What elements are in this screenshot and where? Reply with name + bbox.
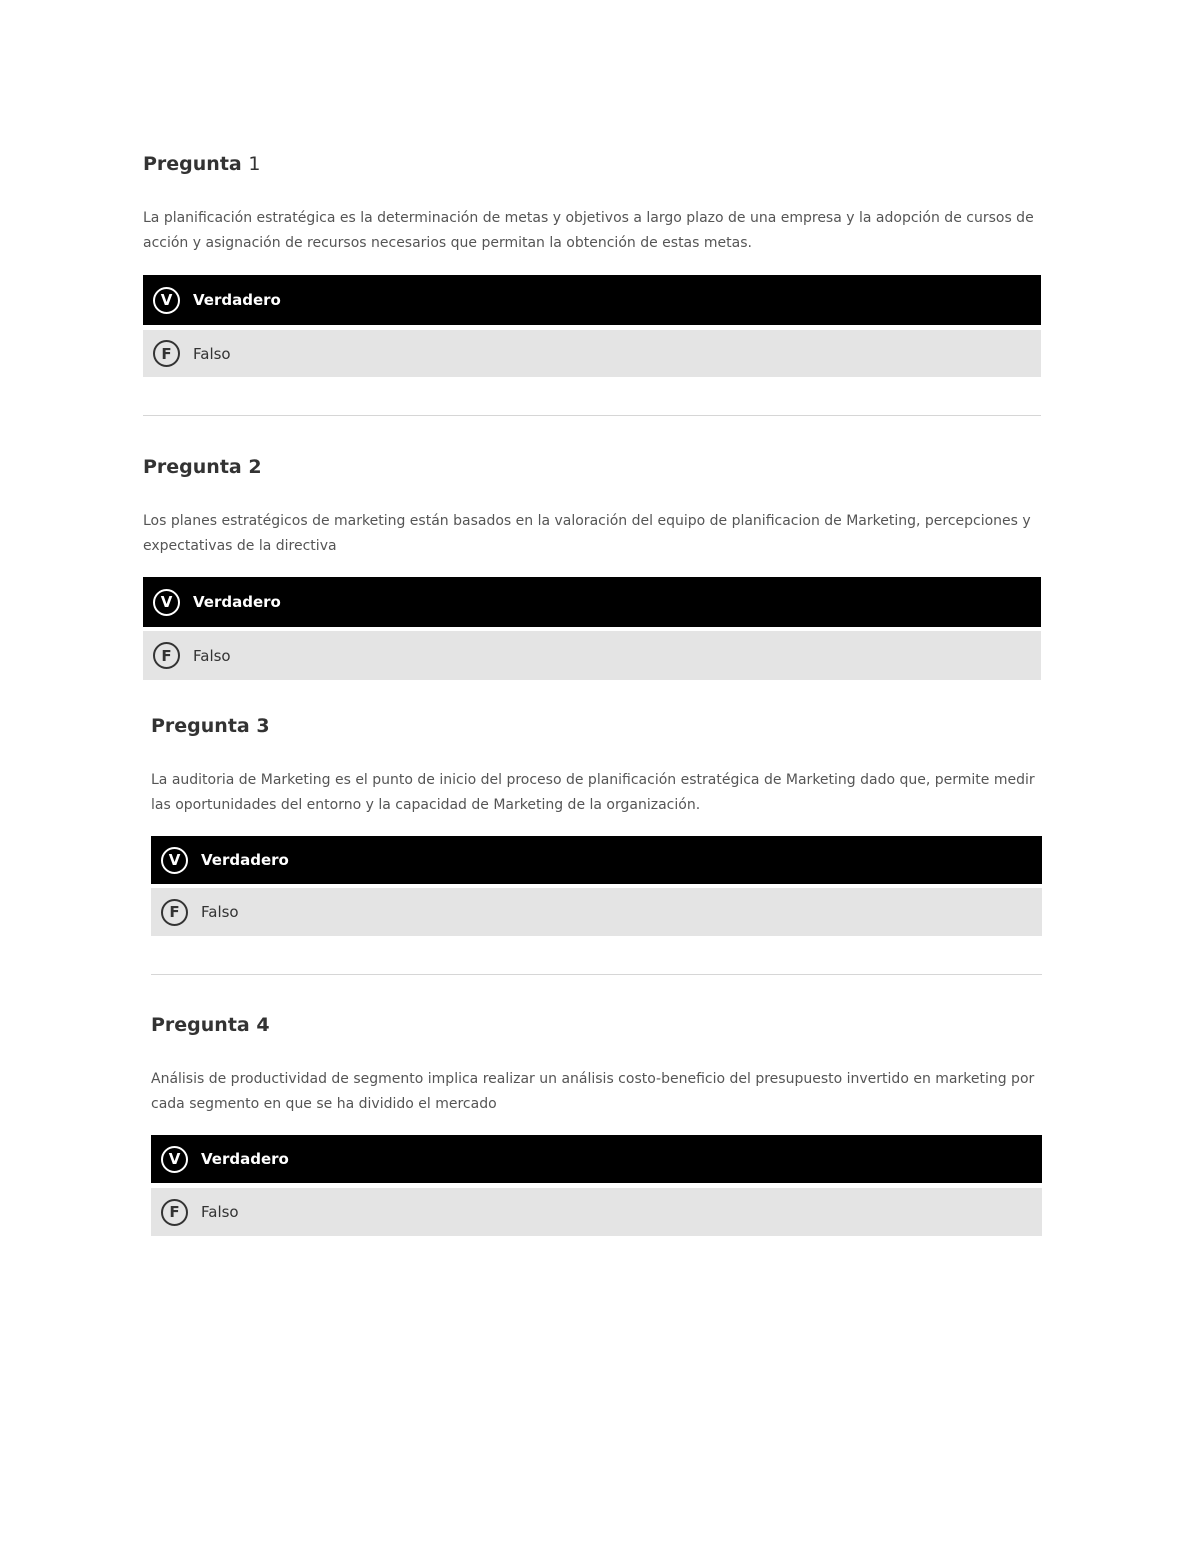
- option-label: Falso: [193, 646, 231, 665]
- v-circle-icon: V: [153, 287, 180, 314]
- question-text: Análisis de productividad de segmento implica realizar un análisis costo-beneficio del presupuesto invertido en marketing por cada segmento en que se ha dividido el mercado: [151, 1071, 1035, 1112]
- option-false[interactable]: [143, 631, 1041, 680]
- question-title-word: Pregunta: [143, 456, 242, 478]
- option-label: Falso: [201, 1203, 239, 1221]
- question-title: [143, 150, 1041, 178]
- option-label: Falso: [201, 903, 239, 921]
- question-number: 4: [256, 1014, 270, 1036]
- question-text: La planificación estratégica es la determinación de metas y objetivos a largo plazo de una empresa y la adopción de cursos de acción y asignación de recursos necesarios que permitan la obtención de estas metas.: [143, 210, 1034, 251]
- question-number: 1: [248, 153, 261, 175]
- option-true[interactable]: [143, 275, 1041, 325]
- option-label: Falso: [193, 344, 231, 363]
- question-text: Los planes estratégicos de marketing están basados en la valoración del equipo de planificacion de Marketing, percepciones y expectativas de la directiva: [143, 513, 1031, 554]
- f-circle-icon: F: [161, 899, 188, 926]
- question-2: [143, 453, 1041, 681]
- v-circle-icon: V: [153, 589, 180, 616]
- v-circle-icon: V: [161, 1146, 188, 1173]
- f-circle-icon: F: [161, 1199, 188, 1226]
- divider: [143, 415, 1041, 416]
- question-number: 3: [256, 715, 270, 737]
- v-circle-icon: V: [161, 847, 188, 874]
- option-false[interactable]: [143, 330, 1041, 377]
- f-circle-icon: F: [153, 340, 180, 367]
- question-1: [143, 150, 1041, 378]
- question-title-word: Pregunta: [143, 153, 242, 175]
- option-true[interactable]: [151, 836, 1042, 884]
- question-title: [151, 1011, 1042, 1039]
- question-title-word: Pregunta: [151, 1014, 250, 1036]
- question-4: [151, 1011, 1042, 1239]
- question-title-word: Pregunta: [151, 715, 250, 737]
- option-false[interactable]: [151, 888, 1042, 936]
- question-number: 2: [248, 456, 262, 478]
- question-text: La auditoria de Marketing es el punto de inicio del proceso de planificación estratégica de Marketing dado que, permite medir las oportunidades del entorno y la capacidad de Marketing de la organización.: [151, 772, 1035, 813]
- question-3: [151, 712, 1042, 938]
- question-title: [143, 453, 1041, 481]
- option-label: Verdadero: [201, 1150, 289, 1168]
- option-true[interactable]: [151, 1135, 1042, 1183]
- divider: [151, 974, 1042, 975]
- option-label: Verdadero: [201, 851, 289, 869]
- option-label: Verdadero: [193, 291, 281, 309]
- option-true[interactable]: [143, 577, 1041, 627]
- option-label: Verdadero: [193, 593, 281, 611]
- f-circle-icon: F: [153, 642, 180, 669]
- question-title: [151, 712, 1042, 740]
- option-false[interactable]: [151, 1188, 1042, 1236]
